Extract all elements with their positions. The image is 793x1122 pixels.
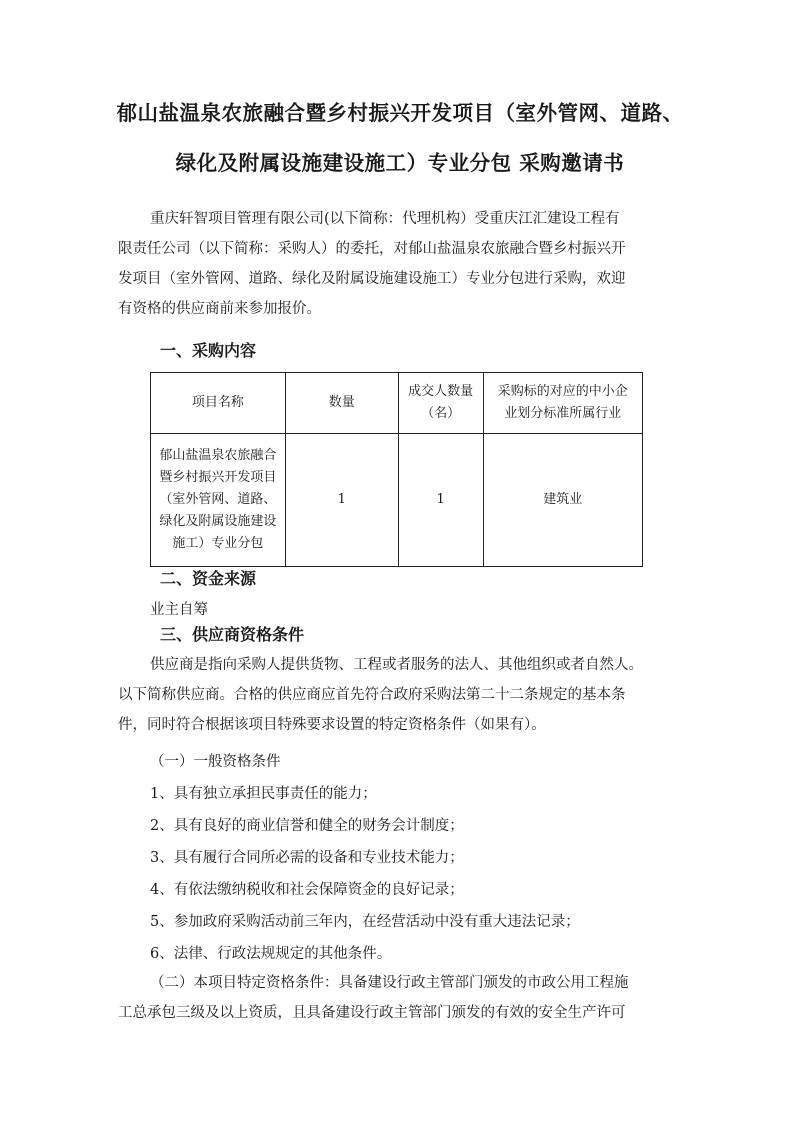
table-cell-winners: 1 — [398, 434, 483, 567]
section-heading-funding: 二、资金来源 — [160, 569, 257, 588]
table-header-cell: 数量 — [285, 373, 398, 434]
qualification-paragraph — [118, 650, 683, 740]
table-header-cell: 项目名称 — [151, 373, 286, 434]
intro-line: 重庆轩智项目管理有限公司(以下简称：代理机构）受重庆江汇建设工程有 — [150, 211, 620, 227]
section-heading-procurement: 一、采购内容 — [160, 341, 257, 360]
general-conditions-title: （一）一般资格条件 — [150, 754, 281, 770]
section-heading-qualifications: 三、供应商资格条件 — [160, 625, 305, 644]
table-cell-quantity: 1 — [285, 434, 398, 567]
intro-paragraph — [118, 204, 683, 324]
document-title-line-1: 郁山盐温泉农旅融合暨乡村振兴开发项目（室外管网、道路、 — [116, 101, 684, 125]
special-condition-line: 工总承包三级及以上资质，且具备建设行政主管部门颁发的有效的安全生产许可 — [118, 1005, 626, 1021]
table-header-cell — [398, 373, 483, 434]
general-condition-item: 5、参加政府采购活动前三年内，在经营活动中没有重大违法记录； — [150, 914, 580, 930]
qualification-line: 以下简称供应商。合格的供应商应首先符合政府采购法第二十二条规定的基本条 — [118, 687, 626, 703]
qualification-line: 件，同时符合根据该项目特殊要求设置的特定资格条件（如果有）。 — [118, 717, 546, 733]
table-header-text: 成交人数量（名） — [408, 384, 474, 421]
procurement-table — [150, 372, 643, 567]
intro-line: 有资格的供应商前来参加报价。 — [118, 301, 321, 317]
document-title-line-2: 绿化及附属设施建设施工）专业分包 采购邀请书 — [175, 151, 625, 175]
table-cell-project-name — [151, 434, 286, 567]
funding-text: 业主自筹 — [150, 602, 208, 618]
intro-line: 发项目（室外管网、道路、绿化及附属设施建设施工）专业分包进行采购，欢迎 — [118, 271, 626, 287]
project-name-text: 郁山盐温泉农旅融合暨乡村振兴开发项目（室外管网、道路、绿化及附属设施建设施工）专业分包 — [159, 448, 277, 551]
table-cell-industry: 建筑业 — [483, 434, 642, 567]
qualification-line: 供应商是指向采购人提供货物、工程或者服务的法人、其他组织或者自然人。 — [150, 657, 643, 673]
table-header-text: 采购标的对应的中小企业划分标准所属行业 — [497, 384, 628, 421]
general-condition-item: 1、具有独立承担民事责任的能力； — [150, 786, 377, 802]
general-condition-item: 4、有依法缴纳税收和社会保障资金的良好记录； — [150, 882, 464, 898]
general-condition-item: 6、法律、行政法规规定的其他条件。 — [150, 946, 392, 962]
special-condition-line: （二）本项目特定资格条件：具备建设行政主管部门颁发的市政公用工程施 — [150, 975, 629, 991]
intro-line: 限责任公司（以下简称：采购人）的委托，对郁山盐温泉农旅融合暨乡村振兴开 — [118, 241, 626, 257]
general-condition-item: 3、具有履行合同所必需的设备和专业技术能力； — [150, 850, 464, 866]
special-conditions-paragraph — [118, 968, 683, 1028]
general-condition-item: 2、具有良好的商业信誉和健全的财务会计制度； — [150, 818, 464, 834]
table-row — [151, 434, 643, 567]
table-header-cell — [483, 373, 642, 434]
table-header-row — [151, 373, 643, 434]
